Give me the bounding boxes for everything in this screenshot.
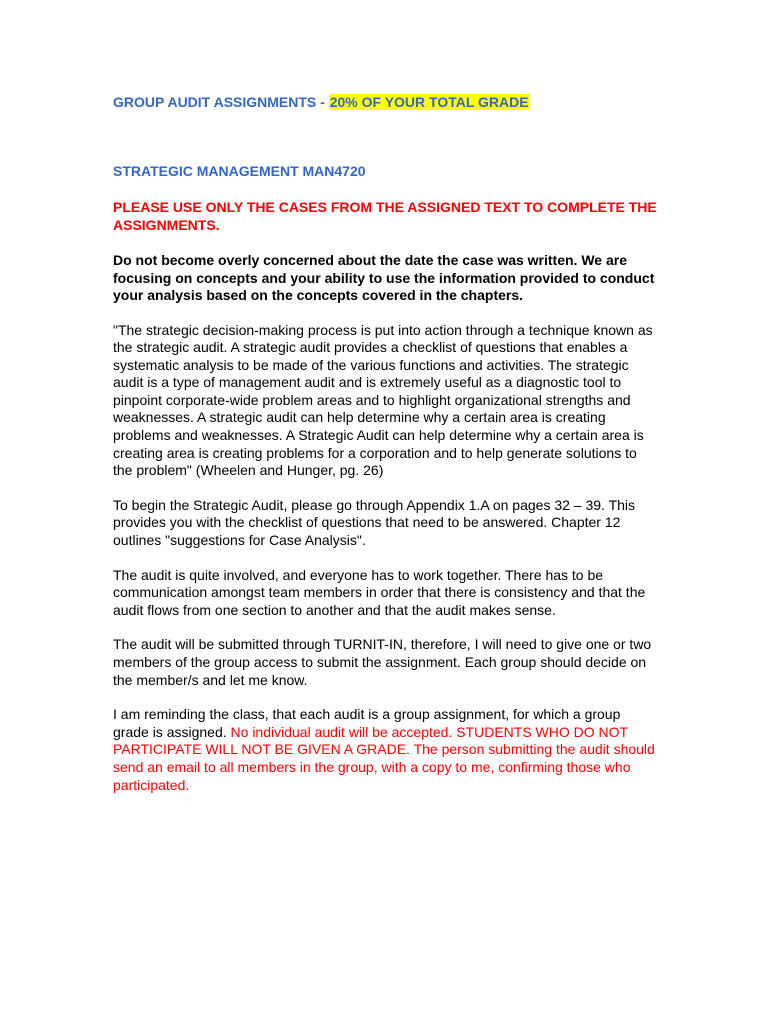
teamwork-paragraph: The audit is quite involved, and everyone has to work together. There has to be communication amongst team members in order that there is consistency and that the audit flows from one section to another and that the audit makes sense. (113, 566, 646, 618)
cases-warning: PLEASE USE ONLY THE CASES FROM THE ASSIGNED TEXT TO COMPLETE THE ASSIGNMENTS. (113, 199, 657, 233)
assignment-title-prefix: GROUP AUDIT ASSIGNMENTS - (113, 94, 329, 110)
assignment-title (113, 94, 658, 111)
grading-reminder: I am reminding the class, that each audit is a group assignment, for which a group grade is assigned. (113, 706, 621, 740)
strategic-audit-quote: "The strategic decision-making process is put into action through a technique known as the strategic audit. A strategic audit provides a checklist of questions that enables a systematic analysis to be made of the various functions and activities. The strategic audit is a type of management audit and is extremely useful as a diagnostic tool to pinpoint corporate-wide problem areas and to highlight organizational strengths and weaknesses. A strategic audit can help determine why a certain area is creating problems and weaknesses. A Strategic Audit can help determine why a certain area is creating area is creating problems for a corporation and to help generate solutions to the problem" (Wheelen and Hunger, pg. 26) (113, 321, 653, 479)
course-title: STRATEGIC MANAGEMENT MAN4720 (113, 163, 366, 179)
grading-paragraph (113, 706, 658, 794)
participation-warning: No individual audit will be accepted. STUDENTS WHO DO NOT PARTICIPATE WILL NOT BE GIVEN A GRADE. The person submitting the audit should send an email to all members in the group, with a copy to me, confirming those who participated. (113, 723, 655, 793)
date-note: Do not become overly concerned about the date the case was written. We are focusing on concepts and your ability to use the information provided to conduct your analysis based on the concepts covered in the chapters. (113, 252, 655, 303)
document-page (113, 94, 658, 811)
begin-audit-paragraph: To begin the Strategic Audit, please go through Appendix 1.A on pages 32 – 39. This provides you with the checklist of questions that need to be answered. Chapter 12 outlines "suggestions for Case Analysis". (113, 496, 636, 549)
submission-paragraph: The audit will be submitted through TURNIT-IN, therefore, I will need to give one or two members of the group access to submit the assignment. Each group should decide on the member/s and let me know. (113, 636, 652, 688)
grade-weight-highlight: 20% OF YOUR TOTAL GRADE (329, 94, 529, 110)
